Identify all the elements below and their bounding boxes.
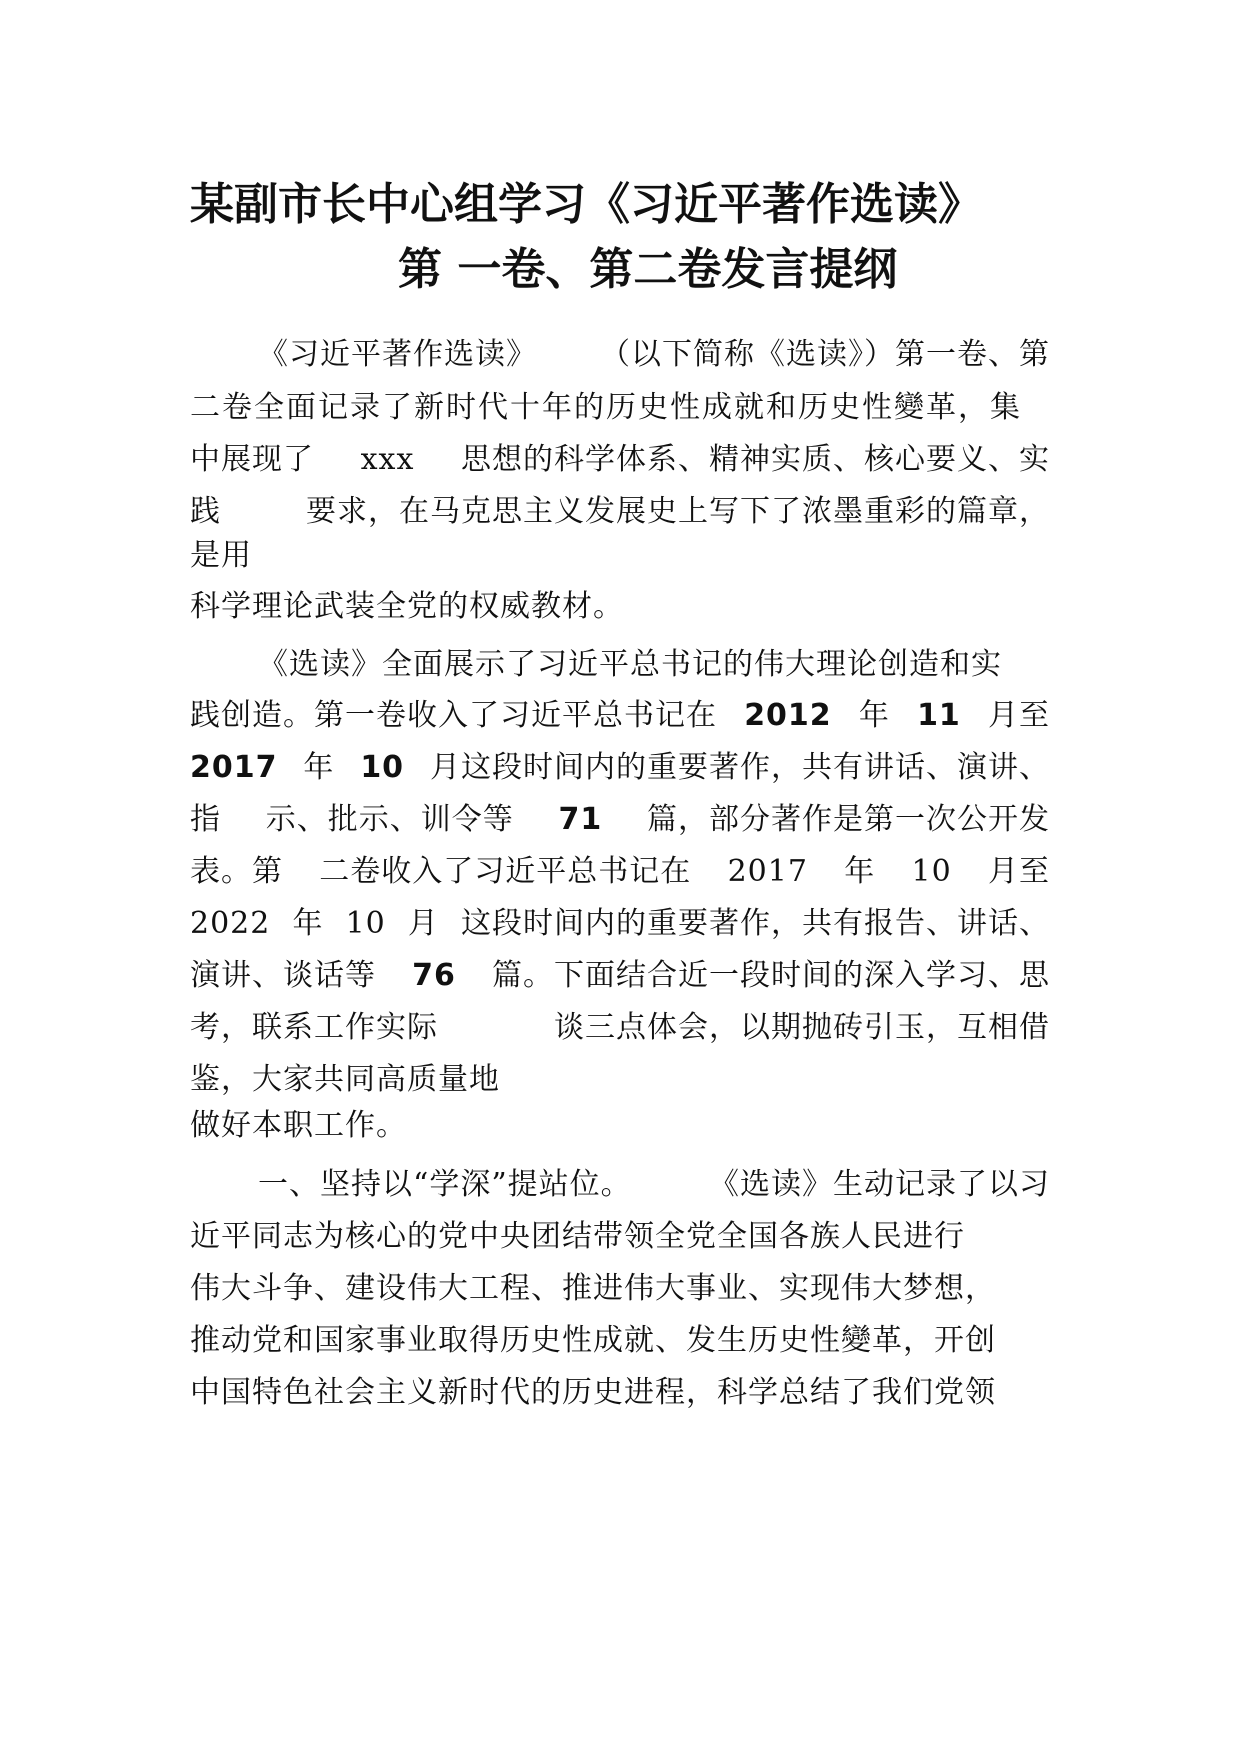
text-segment: 二卷收入了习近平总书记在 [319,854,692,889]
paragraph-3-line-1 [258,1167,1050,1202]
text-segment: 伟大斗争、建设伟大工程、推进伟大事业、实现伟大梦想， [190,1271,996,1306]
paragraph-2-line-8 [190,1010,1050,1045]
paragraph-3-line-3 [190,1271,1050,1306]
text-segment: 推动党和国家事业取得历史性成就、发生历史性變革，开创 [190,1323,996,1358]
paragraph-2-line-7 [190,958,1050,993]
paragraph-1-line-2 [190,390,1050,425]
text-segment: 二卷全面记录了新时代十年的历史性成就和历史性變革，集 [190,390,1022,425]
text-segment: 演讲、谈话等 [190,958,376,993]
text-segment: 篇。下面结合近一段时间的深入学习、思 [492,958,1050,993]
paragraph-2-line-2 [190,698,1050,733]
text-segment: 表。第 [190,854,283,889]
paragraph-1-line-4 [190,494,1050,529]
text-segment: 要求，在马克思主义发展史上写下了浓墨重彩的篇章， [306,494,1050,529]
document-title-line-2: 第 一卷、第二卷发言提纲 [398,244,898,295]
paragraph-2-line-10: 做好本职工作。 [190,1108,407,1143]
text-segment: 考，联系工作实际 [190,1010,438,1045]
text-segment: 2022 [190,906,271,941]
paragraph-2-line-5 [190,854,1050,889]
text-segment: 11 [917,698,961,733]
text-segment: 月这段时间内的重要著作，共有讲话、演讲、 [429,750,1050,785]
text-segment: 践 [190,494,221,529]
text-segment: 76 [412,958,456,993]
text-segment: 近平同志为核心的党中央团结带领全党全国各族人民进行 [190,1219,965,1254]
text-segment: 10 [345,906,386,941]
paragraph-2-line-4 [190,802,1050,837]
paragraph-2-line-3 [190,750,1050,785]
text-segment: 71 [558,802,603,837]
text-segment: 10 [360,750,405,785]
text-segment: 《选读》生动记录了以习 [709,1167,1050,1202]
text-segment: 篇，部分著作是第一次公开发 [647,802,1050,837]
paragraph-2-line-6 [190,906,1050,941]
text-segment: 月至 [988,698,1050,733]
paragraph-3-line-4 [190,1323,1050,1358]
text-segment: 年 [844,854,876,889]
text-segment: 中国特色社会主义新时代的历史进程，科学总结了我们党领 [190,1375,996,1410]
text-segment: （以下简称《选读》）第一卷、第 [600,337,1050,372]
text-segment: 2017 [190,750,278,785]
text-segment: 《习近平著作选读》 [258,337,537,372]
text-segment: 践创造。第一卷收入了习近平总书记在 [190,698,717,733]
text-segment: 中展现了 [190,442,314,477]
text-segment: 年 [292,906,324,941]
paragraph-1-line-3 [190,442,1050,477]
text-segment: 年 [303,750,335,785]
text-segment: 月至 [987,854,1050,889]
text-segment: 指 [190,802,221,837]
text-segment: 一、坚持以“学深”提站位。 [258,1167,632,1202]
text-segment: 月 [407,906,439,941]
text-segment: 谈三点体会，以期抛砖引玉，互相借 [554,1010,1050,1045]
paragraph-2-line-1 [258,647,1050,682]
paragraph-1-line-5: 是用 [190,538,252,573]
text-segment: 思想的科学体系、精神实质、核心要义、实 [460,442,1050,477]
paragraph-1-line-1 [258,337,1050,372]
text-segment: 2017 [727,854,808,889]
paragraph-1-line-6: 科学理论武装全党的权威教材。 [190,589,624,624]
paragraph-3-line-2 [190,1219,1050,1254]
text-segment: 《选读》全面展示了习近平总书记的伟大理论创造和实 [258,647,1002,682]
text-segment: xxx [360,442,415,477]
text-segment: 2012 [744,698,832,733]
text-segment: 年 [858,698,890,733]
text-segment: 示、批示、训令等 [265,802,514,837]
text-segment: 这段时间内的重要著作，共有报告、讲话、 [460,906,1050,941]
paragraph-3-line-5 [190,1375,1050,1410]
document-title-line-1: 某副市长中心组学习《习近平著作选读》 [190,179,982,230]
paragraph-2-line-9: 鉴，大家共同高质量地 [190,1062,500,1097]
text-segment: 10 [911,854,952,889]
